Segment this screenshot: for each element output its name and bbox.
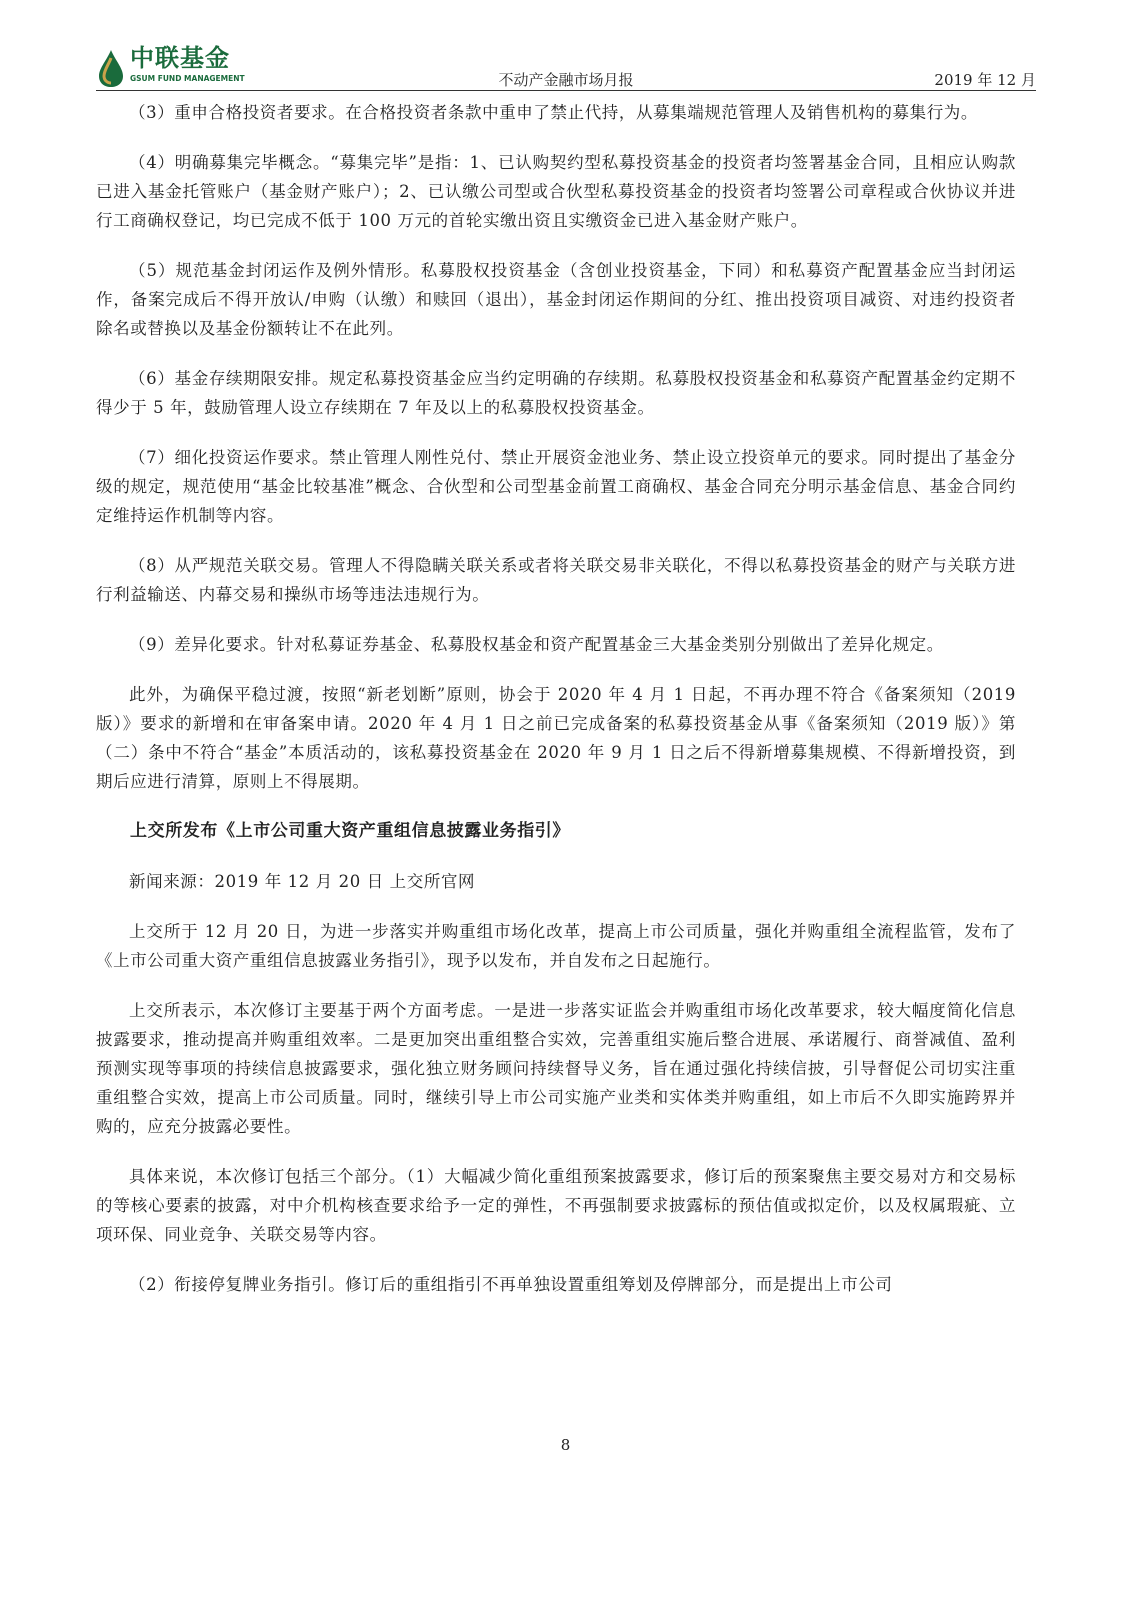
paragraph: 上交所于 12 月 20 日，为进一步落实并购重组市场化改革，提高上市公司质量，强化并购重组全流程监管，发布了《上市公司重大资产重组信息披露业务指引》，现予以发布，并自发布之日起施行。 (96, 922, 1016, 970)
paragraph: （9）差异化要求。针对私募证券基金、私募股权基金和资产配置基金三大基金类别分别做出了差异化规定。 (129, 635, 944, 654)
paragraph: 此外，为确保平稳过渡，按照“新老划断”原则，协会于 2020 年 4 月 1 日起，不再办理不符合《备案须知（2019 版）》要求的新增和在审备案申请。2020 年 4 月 1 日之前已完成备案的私募投资基金从事《备案须知（2019 版）》第（二）条中不符合“基金”本质活动的，该私募投资基金在 2020 年 9 月 1 日之后不得新增募集规模、不得新增投资，到期后应进行清算，原则上不得展期。 (96, 685, 1016, 791)
paragraph: （5）规范基金封闭运作及例外情形。私募股权投资基金（含创业投资基金，下同）和私募资产配置基金应当封闭运作，备案完成后不得开放认/申购（认缴）和赎回（退出），基金封闭运作期间的分红、推出投资项目减资、对违约投资者除名或替换以及基金份额转让不在此列。 (96, 261, 1016, 338)
paragraph: （8）从严规范关联交易。管理人不得隐瞒关联关系或者将关联交易非关联化，不得以私募投资基金的财产与关联方进行利益输送、内幕交易和操纵市场等违法违规行为。 (96, 556, 1016, 604)
header-divider (96, 90, 1036, 91)
paragraph: （4）明确募集完毕概念。“募集完毕”是指：1、已认购契约型私募投资基金的投资者均签署基金合同，且相应认购款已进入基金托管账户（基金财产账户）；2、已认缴公司型或合伙型私募投资基金的投资者均签署公司章程或合伙协议并进行工商确权登记，均已完成不低于 100 万元的首轮实缴出资且实缴资金已进入基金财产账户。 (96, 153, 1016, 230)
paragraph: 具体来说，本次修订包括三个部分。（1）大幅减少简化重组预案披露要求，修订后的预案聚焦主要交易对方和交易标的等核心要素的披露，对中介机构核查要求给予一定的弹性，不再强制要求披露标的预估值或拟定价，以及权属瑕疵、立项环保、同业竞争、关联交易等内容。 (96, 1167, 1016, 1244)
paragraph: （3）重申合格投资者要求。在合格投资者条款中重申了禁止代持，从募集端规范管理人及销售机构的募集行为。 (129, 103, 978, 122)
paragraph: （7）细化投资运作要求。禁止管理人刚性兑付、禁止开展资金池业务、禁止设立投资单元的要求。同时提出了基金分级的规定，规范使用“基金比较基准”概念、合伙型和公司型基金前置工商确权、基金合同充分明示基金信息、基金合同约定维持运作机制等内容。 (96, 448, 1016, 525)
logo-english-name: GSUM FUND MANAGEMENT (130, 74, 245, 83)
section-heading: 上交所发布《上市公司重大资产重组信息披露业务指引》 (130, 821, 570, 841)
document-body (96, 98, 1016, 1320)
report-date: 2019 年 12 月 (934, 71, 1036, 89)
paragraph: 上交所表示，本次修订主要基于两个方面考虑。一是进一步落实证监会并购重组市场化改革要求，较大幅度简化信息披露要求，推动提高并购重组效率。二是更加突出重组整合实效，完善重组实施后整合进展、承诺履行、商誉减值、盈利预测实现等事项的持续信息披露要求，强化独立财务顾问持续督导义务，旨在通过强化持续信披，引导督促公司切实注重重组整合实效，提高上市公司质量。同时，继续引导上市公司实施产业类和实体类并购重组，如上市后不久即实施跨界并购的，应充分披露必要性。 (96, 1001, 1016, 1136)
report-title: 不动产金融市场月报 (498, 71, 634, 89)
paragraph: （6）基金存续期限安排。规定私募投资基金应当约定明确的存续期。私募股权投资基金和私募资产配置基金约定期不得少于 5 年，鼓励管理人设立存续期在 7 年及以上的私募股权投资基金。 (96, 369, 1016, 417)
logo-chinese-name: 中联基金 (130, 44, 230, 72)
news-source: 新闻来源：2019 年 12 月 20 日 上交所官网 (129, 872, 476, 891)
page-number: 8 (560, 1436, 571, 1454)
page-header (96, 42, 1036, 92)
paragraph: （2）衔接停复牌业务指引。修订后的重组指引不再单独设置重组筹划及停牌部分，而是提出上市公司 (129, 1275, 893, 1294)
